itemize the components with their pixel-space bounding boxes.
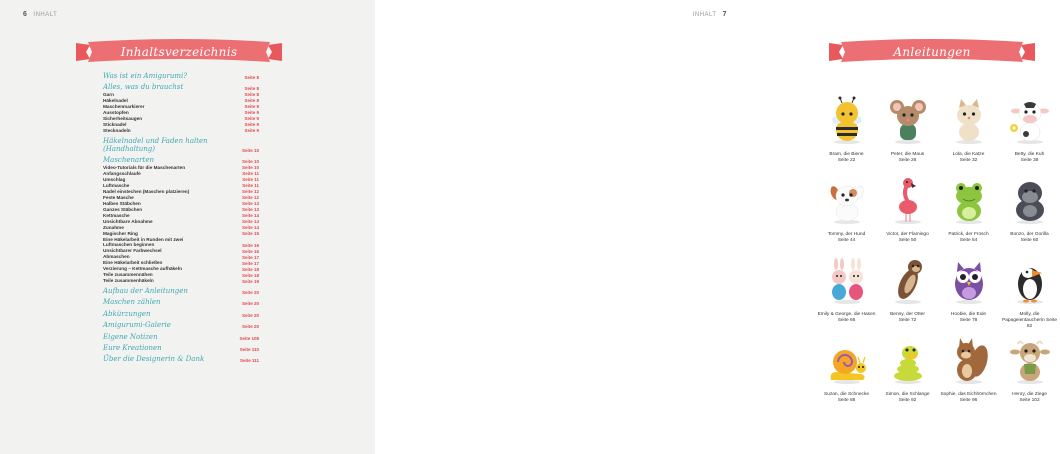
toc-page-ref: Seite 110	[239, 346, 259, 352]
toc-title: Magischer Ring	[103, 230, 138, 236]
puffin-amigurumi-icon	[1006, 252, 1054, 309]
toc-page-ref: Seite 16	[241, 242, 259, 248]
pattern-caption	[817, 312, 877, 324]
toc-page-ref: Seite 14	[241, 225, 259, 231]
pattern-caption	[1000, 392, 1060, 404]
toc-title: Aufbau der Anleitungen	[103, 286, 188, 295]
toc-page-ref: Seite 9	[244, 128, 259, 134]
toc-entry-row	[103, 254, 259, 259]
toc-page-ref: Seite 13	[241, 207, 259, 213]
pattern-caption	[1000, 232, 1060, 244]
toc-title: Unsichtbarer Farbwechsel	[103, 248, 162, 254]
patterns-banner-title: Anleitungen	[893, 45, 971, 59]
toc-entry-row	[103, 266, 259, 271]
pattern-page-ref: Seite 26	[898, 157, 917, 163]
toc-heading-row	[103, 321, 259, 329]
toc-title: Sicherheitsaugen	[103, 115, 143, 121]
toc-entry-row	[103, 237, 259, 248]
toc-title: Feste Masche	[103, 194, 134, 200]
pattern-caption	[939, 152, 999, 164]
toc-banner	[76, 37, 282, 67]
toc-entry-row	[103, 183, 259, 188]
pattern-name: Lola, die Katze	[952, 152, 985, 157]
toc-title: Unsichtbare Abnahme	[103, 218, 153, 224]
toc-title: Teile zusammennähen	[103, 272, 153, 278]
pattern-caption	[878, 312, 938, 324]
left-running-head: INHALT	[33, 11, 58, 18]
pattern-page-ref: Seite 78	[959, 317, 978, 323]
toc-page-ref: Seite 20	[241, 324, 259, 330]
pattern-item	[938, 92, 999, 172]
toc-page-ref: Seite 108	[239, 335, 259, 341]
toc-title: Video-Tutorials für die Maschenarten	[103, 164, 186, 170]
toc-title: Stecknadeln	[103, 127, 131, 133]
toc-title: Teile zusammenhäkeln	[103, 278, 154, 284]
bunnies-amigurumi-icon	[823, 252, 871, 309]
toc-page-ref: Seite 9	[244, 104, 259, 110]
pattern-name: Peter, die Maus	[890, 152, 925, 157]
pattern-caption	[878, 152, 938, 164]
toc-title: Eure Kreationen	[103, 343, 162, 352]
toc-entry-row	[103, 98, 259, 103]
pattern-page-ref: Seite 66	[837, 317, 856, 323]
patterns-banner	[829, 37, 1035, 67]
pattern-item	[999, 252, 1060, 332]
toc-entry-row	[103, 248, 259, 253]
toc-page-ref: Seite 12	[241, 195, 259, 201]
toc-page-ref: Seite 17	[241, 254, 259, 260]
toc-heading-row	[103, 72, 259, 80]
pattern-page-ref: Seite 96	[959, 397, 978, 403]
toc-page-ref: Seite 10	[241, 147, 259, 153]
toc-page-ref: Seite 17	[241, 260, 259, 266]
toc-entry-row	[103, 189, 259, 194]
toc-page-ref: Seite 19	[241, 278, 259, 284]
mouse-amigurumi-icon	[884, 92, 932, 149]
toc-page-ref: Seite 11	[242, 171, 259, 177]
pattern-item	[877, 92, 938, 172]
toc-page-ref: Seite 14	[241, 219, 259, 225]
toc-page-ref: Seite 9	[244, 116, 259, 122]
pattern-page-ref: Seite 50	[898, 237, 917, 243]
pattern-caption	[878, 232, 938, 244]
snail-amigurumi-icon	[823, 332, 871, 389]
pattern-item	[999, 172, 1060, 252]
pattern-caption	[939, 312, 999, 324]
pattern-item	[938, 252, 999, 332]
left-page	[0, 0, 375, 454]
pattern-caption	[817, 392, 877, 404]
toc-entry-row	[103, 165, 259, 170]
pattern-page-ref: Seite 92	[898, 397, 917, 403]
toc-heading-row	[103, 156, 259, 164]
toc-title: Ausstopfen	[103, 109, 129, 115]
pattern-page-ref: Seite 32	[959, 157, 978, 163]
toc-page-ref: Seite 11	[242, 183, 259, 189]
toc-title: Luftmasche	[103, 182, 130, 188]
toc-entry-row	[103, 92, 259, 97]
pattern-caption	[878, 392, 938, 404]
toc-title: Eine Häkelarbeit in Runden mit zwei Luftmaschen beginnen	[103, 236, 184, 248]
pattern-item	[999, 92, 1060, 172]
toc-entry-row	[103, 213, 259, 218]
toc-entry-row	[103, 207, 259, 212]
toc-heading-row	[103, 137, 259, 153]
toc-heading-row	[103, 310, 259, 318]
toc-title: Nadel einstechen (Maschen platzieren)	[103, 188, 190, 194]
toc-title: Eigene Notizen	[103, 332, 158, 341]
pattern-page-ref: Seite 72	[898, 317, 917, 323]
pattern-page-ref: Seite 60	[1020, 237, 1039, 243]
toc-entry-row	[103, 177, 259, 182]
toc-page-ref: Seite 10	[241, 159, 259, 165]
toc-entry-row	[103, 231, 259, 236]
toc-title: Eine Häkelarbeit schließen	[103, 260, 163, 266]
toc-page-ref: Seite 8	[244, 75, 259, 80]
pattern-item	[999, 332, 1060, 412]
toc-page-ref: Seite 18	[241, 266, 259, 272]
toc-entry-row	[103, 195, 259, 200]
dog-amigurumi-icon	[823, 172, 871, 229]
pattern-caption	[939, 392, 999, 404]
pattern-name: Victor, der Flamingo	[886, 232, 929, 237]
pattern-item	[816, 172, 877, 252]
pattern-caption	[1000, 312, 1060, 330]
pattern-name: Bonzo, der Gorilla	[1010, 232, 1049, 237]
toc-title: Was ist ein Amigurumi?	[103, 72, 187, 80]
toc-entry-row	[103, 201, 259, 206]
toc-page-ref: Seite 20	[241, 289, 259, 295]
toc-heading-row	[103, 83, 259, 91]
bee-amigurumi-icon	[823, 92, 871, 149]
pattern-item	[938, 172, 999, 252]
toc-title: Anfangsschlaufe	[103, 170, 141, 176]
toc-page-ref: Seite 11	[242, 177, 259, 183]
toc-title: Umschlag	[103, 176, 126, 182]
pattern-item	[938, 332, 999, 412]
toc-banner-title: Inhaltsverzeichnis	[120, 45, 238, 59]
toc-title: Abkürzungen	[103, 309, 151, 318]
pattern-caption	[939, 232, 999, 244]
pattern-item	[877, 332, 938, 412]
toc-entry-row	[103, 272, 259, 277]
pattern-caption	[817, 232, 877, 244]
pattern-name: Betty, die Kuh	[1014, 152, 1045, 157]
toc-title: Häkelnadel	[103, 97, 128, 103]
pattern-item	[877, 252, 938, 332]
toc-title: Maschen zählen	[103, 298, 161, 307]
toc-heading-row	[103, 333, 259, 341]
pattern-name: Hoobie, die Eule	[950, 312, 987, 317]
toc-entry-row	[103, 260, 259, 265]
flamingo-amigurumi-icon	[884, 172, 932, 229]
toc-page-ref: Seite 8	[244, 98, 259, 104]
toc-entry-row	[103, 116, 259, 121]
pattern-item	[816, 252, 877, 332]
toc-page-ref: Seite 12	[241, 189, 259, 195]
pattern-page-ref: Seite 82	[1026, 317, 1057, 329]
toc-page-ref: Seite 15	[241, 231, 259, 237]
pattern-name: Benny, der Otter	[890, 312, 925, 317]
pattern-caption	[817, 152, 877, 164]
pattern-caption	[1000, 152, 1060, 164]
right-folio	[693, 11, 727, 18]
pattern-page-ref: Seite 88	[837, 397, 856, 403]
right-page-number: 7	[722, 11, 727, 18]
toc-title: Garn	[103, 91, 114, 97]
toc-page-ref: Seite 8	[244, 86, 259, 92]
right-page	[375, 0, 1057, 454]
snake-amigurumi-icon	[884, 332, 932, 389]
toc-page-ref: Seite 9	[244, 122, 259, 128]
cow-amigurumi-icon	[1006, 92, 1054, 149]
cat-amigurumi-icon	[945, 92, 993, 149]
toc-page-ref: Seite 20	[241, 312, 259, 318]
pattern-grid	[816, 92, 1060, 412]
toc-title: Halbes Stäbchen	[103, 200, 141, 206]
toc-entry-row	[103, 128, 259, 133]
toc-heading-row	[103, 344, 259, 352]
toc-heading-row	[103, 287, 259, 295]
toc-title: Alles, was du brauchst	[103, 83, 184, 92]
gorilla-amigurumi-icon	[1006, 172, 1054, 229]
pattern-name: Suzan, die Schnecke	[823, 392, 870, 397]
squirrel-amigurumi-icon	[945, 332, 993, 389]
goat-amigurumi-icon	[1006, 332, 1054, 389]
toc-title: Verzierung – Kettmasche aufhäkeln	[103, 266, 182, 272]
toc-page-ref: Seite 13	[241, 201, 259, 207]
toc-title: Maschenmarkierer	[103, 103, 145, 109]
toc-page-ref: Seite 16	[241, 248, 259, 254]
pattern-name: Sophie, das Eichhörnchen	[940, 392, 997, 397]
toc-title: Ganzes Stäbchen	[103, 206, 143, 212]
frog-amigurumi-icon	[945, 172, 993, 229]
toc-page-ref: Seite 111	[239, 358, 259, 364]
toc-title: Sticknadel	[103, 121, 127, 127]
toc-entry-row	[103, 122, 259, 127]
toc-page-ref: Seite 18	[241, 272, 259, 278]
toc-entry-row	[103, 171, 259, 176]
owl-amigurumi-icon	[945, 252, 993, 309]
pattern-item	[816, 332, 877, 412]
pattern-name: Molly, die Papageientaucherin	[1002, 312, 1045, 323]
toc-title: Über die Designerin & Dank	[103, 355, 205, 364]
pattern-name: Patrick, der Frosch	[948, 232, 989, 237]
pattern-name: Simon, die Schlange	[885, 392, 930, 397]
toc-title: Häkelnadel und Faden halten (Handhaltung)	[103, 136, 208, 153]
toc-title: Zunahme	[103, 224, 124, 230]
toc-entry-row	[103, 104, 259, 109]
otter-amigurumi-icon	[884, 252, 932, 309]
table-of-contents	[103, 72, 259, 363]
pattern-page-ref: Seite 22	[837, 157, 856, 163]
toc-page-ref: Seite 9	[244, 110, 259, 116]
toc-page-ref: Seite 20	[241, 301, 259, 307]
toc-entry-row	[103, 225, 259, 230]
toc-entry-row	[103, 110, 259, 115]
pattern-name: Bram, die Biene	[829, 152, 864, 157]
pattern-name: Tommy, der Hund	[827, 232, 866, 237]
toc-title: Maschenarten	[103, 156, 154, 165]
toc-title: Kettmasche	[103, 212, 130, 218]
pattern-page-ref: Seite 44	[837, 237, 856, 243]
toc-heading-row	[103, 298, 259, 306]
toc-title: Amigurumi-Galerie	[103, 321, 171, 330]
pattern-page-ref: Seite 54	[959, 237, 978, 243]
pattern-item	[877, 172, 938, 252]
toc-entry-row	[103, 219, 259, 224]
pattern-name: Henry, die Ziege	[1012, 392, 1047, 397]
pattern-page-ref: Seite 102	[1019, 397, 1040, 403]
toc-page-ref: Seite 14	[241, 213, 259, 219]
toc-heading-row	[103, 355, 259, 363]
right-running-head: INHALT	[692, 11, 717, 18]
toc-title: Abmaschen	[103, 254, 130, 260]
pattern-page-ref: Seite 38	[1020, 157, 1039, 163]
pattern-name: Emily & George, die Hasen	[817, 312, 876, 317]
toc-entry-row	[103, 278, 259, 283]
toc-page-ref: Seite 10	[241, 165, 259, 171]
pattern-item	[816, 92, 877, 172]
toc-page-ref: Seite 8	[244, 92, 259, 98]
left-page-number: 6	[23, 11, 28, 18]
left-folio	[23, 11, 57, 18]
